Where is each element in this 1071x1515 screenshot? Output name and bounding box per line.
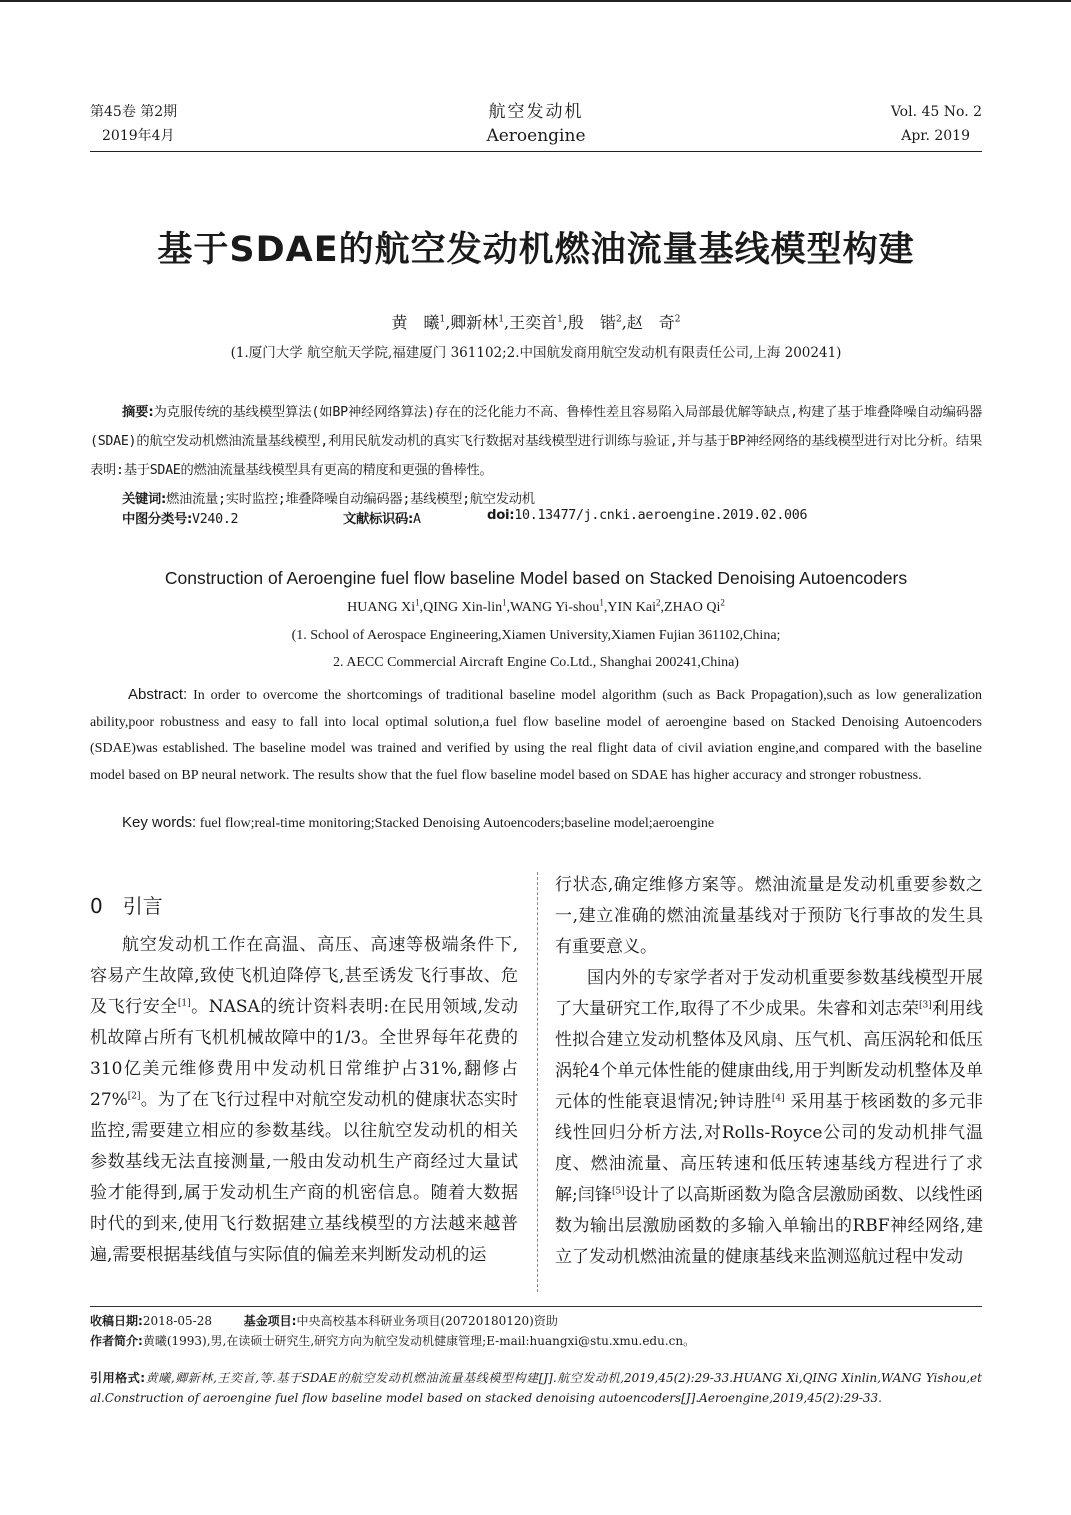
abstract-text: 为克服传统的基线模型算法(如BP神经网络算法)存在的泛化能力不高、鲁棒性差且容易陷入局部最优解等缺点,构建了基于堆叠降噪自动编码器(SDAE)的航空发动机燃油流量基线模型,利用民航发动机的真实飞行数据对基线模型进行训练与验证,并与基于BP神经网络的基线模型进行对比分析。结果表明:基于SDAE的燃油流量基线模型具有更高的精度和更强的鲁棒性。 <box>90 405 983 478</box>
english-abstract-label: Abstract: <box>128 686 188 703</box>
body-left-column <box>90 930 518 1271</box>
english-affiliation-2: 2. AECC Commercial Aircraft Engine Co.Ltd., Shanghai 200241,China) <box>333 655 739 670</box>
intro-paragraph-1: 航空发动机工作在高温、高压、高速等极端条件下,容易产生故障,致使飞机迫降停飞,甚至诱发飞行事故、危及飞行安全[1]。NASA的统计资料表明:在民用领域,发动机故障占所有飞机机械故障中的1/3。全世界每年花费的310亿美元维修费用中发动机日常维护占31%,翻修占27%[2]。为了在飞行过程中对航空发动机的健康状态实时监控,需要建立相应的参数基线。以往航空发动机的相关参数基线无法直接测量,一般由发动机生产商经过大量试验才能得到,属于发动机生产商的机密信息。随着大数据时代的到来,使用飞行数据建立基线模型的方法越来越普遍,需要根据基线值与实际值的偏差来判断发动机的运 <box>90 935 518 1265</box>
header-rule <box>90 151 982 152</box>
document-code: 文献标识码:A <box>343 512 421 527</box>
english-authors: HUANG Xi$^1$,QING Xin-lin$^1$,WANG Yi-shou$^1$,YIN Kai$^2$,ZHAO Qi$^2$ <box>347 597 725 615</box>
abstract-label: 摘要: <box>122 405 154 420</box>
keywords-text: 燃油流量;实时监控;堆叠降噪自动编码器;基线模型;航空发动机 <box>166 492 535 507</box>
english-abstract-text: In order to overcome the shortcomings of traditional baseline model algorithm (such as Back Propagation),such as low generalization ability,poor robustness and easy to fall into local optimal solution,a fuel flow baseline model of aeroengine based on Stacked Denoising Autoencoders (SDAE)was established. The baseline model was trained and verified by using the real flight data of civil aviation engine,and compared with the baseline model based on BP neural network. The results show that the fuel flow baseline model based on SDAE has higher accuracy and stronger robustness. <box>90 688 982 783</box>
paper-title: 基于SDAE的航空发动机燃油流量基线模型构建 <box>157 230 915 270</box>
footnote-received-fund: 收稿日期:2018-05-28 基金项目:中央高校基本科研业务项目(20720180120)资助 <box>90 1314 558 1328</box>
footnote-rule <box>90 1306 982 1307</box>
english-affiliation-1: (1. School of Aerospace Engineering,Xiamen University,Xiamen Fujian 361102,China; <box>291 628 781 643</box>
citation-format: 引用格式:黄曦,卿新林,王奕首,等.基于SDAE的航空发动机燃油流量基线模型构建[J].航空发动机,2019,45(2):29-33.HUANG Xi,QING Xinlin,WANG Yishou,et al.Construction of aeroengine fuel flow baseline model based on stacked denoising autoencoders[J].Aeroengine,2019,45(2):29-33. <box>90 1371 982 1405</box>
issue-date: 2019年4月 <box>102 128 175 144</box>
affiliations: (1.厦门大学 航空航天学院,福建厦门 361102;2.中国航发商用航空发动机有限责任公司,上海 200241) <box>230 345 842 361</box>
english-title: Construction of Aeroengine fuel flow baseline Model based on Stacked Denoising Autoencoders <box>164 568 908 588</box>
english-abstract <box>90 682 982 789</box>
journal-name-en: Aeroengine <box>486 126 586 146</box>
author-list: 黄 曦$^1$,卿新林$^1$,王奕首$^1$,殷 锴$^2$,赵 奇$^2$ <box>391 313 681 332</box>
header-right <box>891 100 982 148</box>
intro-paragraph-2: 国内外的专家学者对于发动机重要参数基线模型开展了大量研究工作,取得了不少成果。朱睿和刘志荣[3]利用线性拟合建立发动机整体及风扇、压气机、高压涡轮和低压涡轮4个单元体性能的健康曲线,用于判断发动机整体及单元体的性能衰退情况;钟诗胜[4] 采用基于核函数的多元非线性回归分析方法,对Rolls-Royce公司的发动机排气温度、燃油流量、高压转速和低压转速基线方程进行了求解;闫锋[5]设计了以高斯函数为隐含层激励函数、以线性函数为输出层激励函数的多输入单输出的RBF神经网络,建立了发动机燃油流量的健康基线来监测巡航过程中发动 <box>555 968 984 1267</box>
intro-paragraph-1-cont: 行状态,确定维修方案等。燃油流量是发动机重要参数之一,建立准确的燃油流量基线对于预防飞行事故的发生具有重要意义。 <box>555 875 983 957</box>
top-border <box>0 0 1071 2</box>
abstract-cn <box>90 398 982 514</box>
keywords-label: 关键词: <box>122 492 167 507</box>
running-header <box>90 100 982 152</box>
volume-issue-en: Vol. 45 No. 2 <box>890 104 982 120</box>
journal-name-cn: 航空发动机 <box>488 102 584 122</box>
footnote-author-bio: 作者简介:黄曦(1993),男,在读硕士研究生,研究方向为航空发动机健康管理;E-mail:huangxi@stu.xmu.edu.cn。 <box>90 1334 696 1348</box>
clc-number: 中图分类号:V240.2 <box>122 512 239 527</box>
volume-issue: 第45卷 第2期 <box>90 104 178 120</box>
doi: doi:10.13477/j.cnki.aeroengine.2019.02.006 <box>487 508 808 523</box>
body-right-column <box>555 870 983 1273</box>
column-divider <box>537 872 538 1292</box>
header-center <box>90 100 982 148</box>
issue-date-en: Apr. 2019 <box>901 128 970 144</box>
english-keywords: Key words: fuel flow;real-time monitoring;Stacked Denoising Autoencoders;baseline model;aeroengine <box>122 814 715 831</box>
section-heading: 0 引言 <box>90 894 163 918</box>
